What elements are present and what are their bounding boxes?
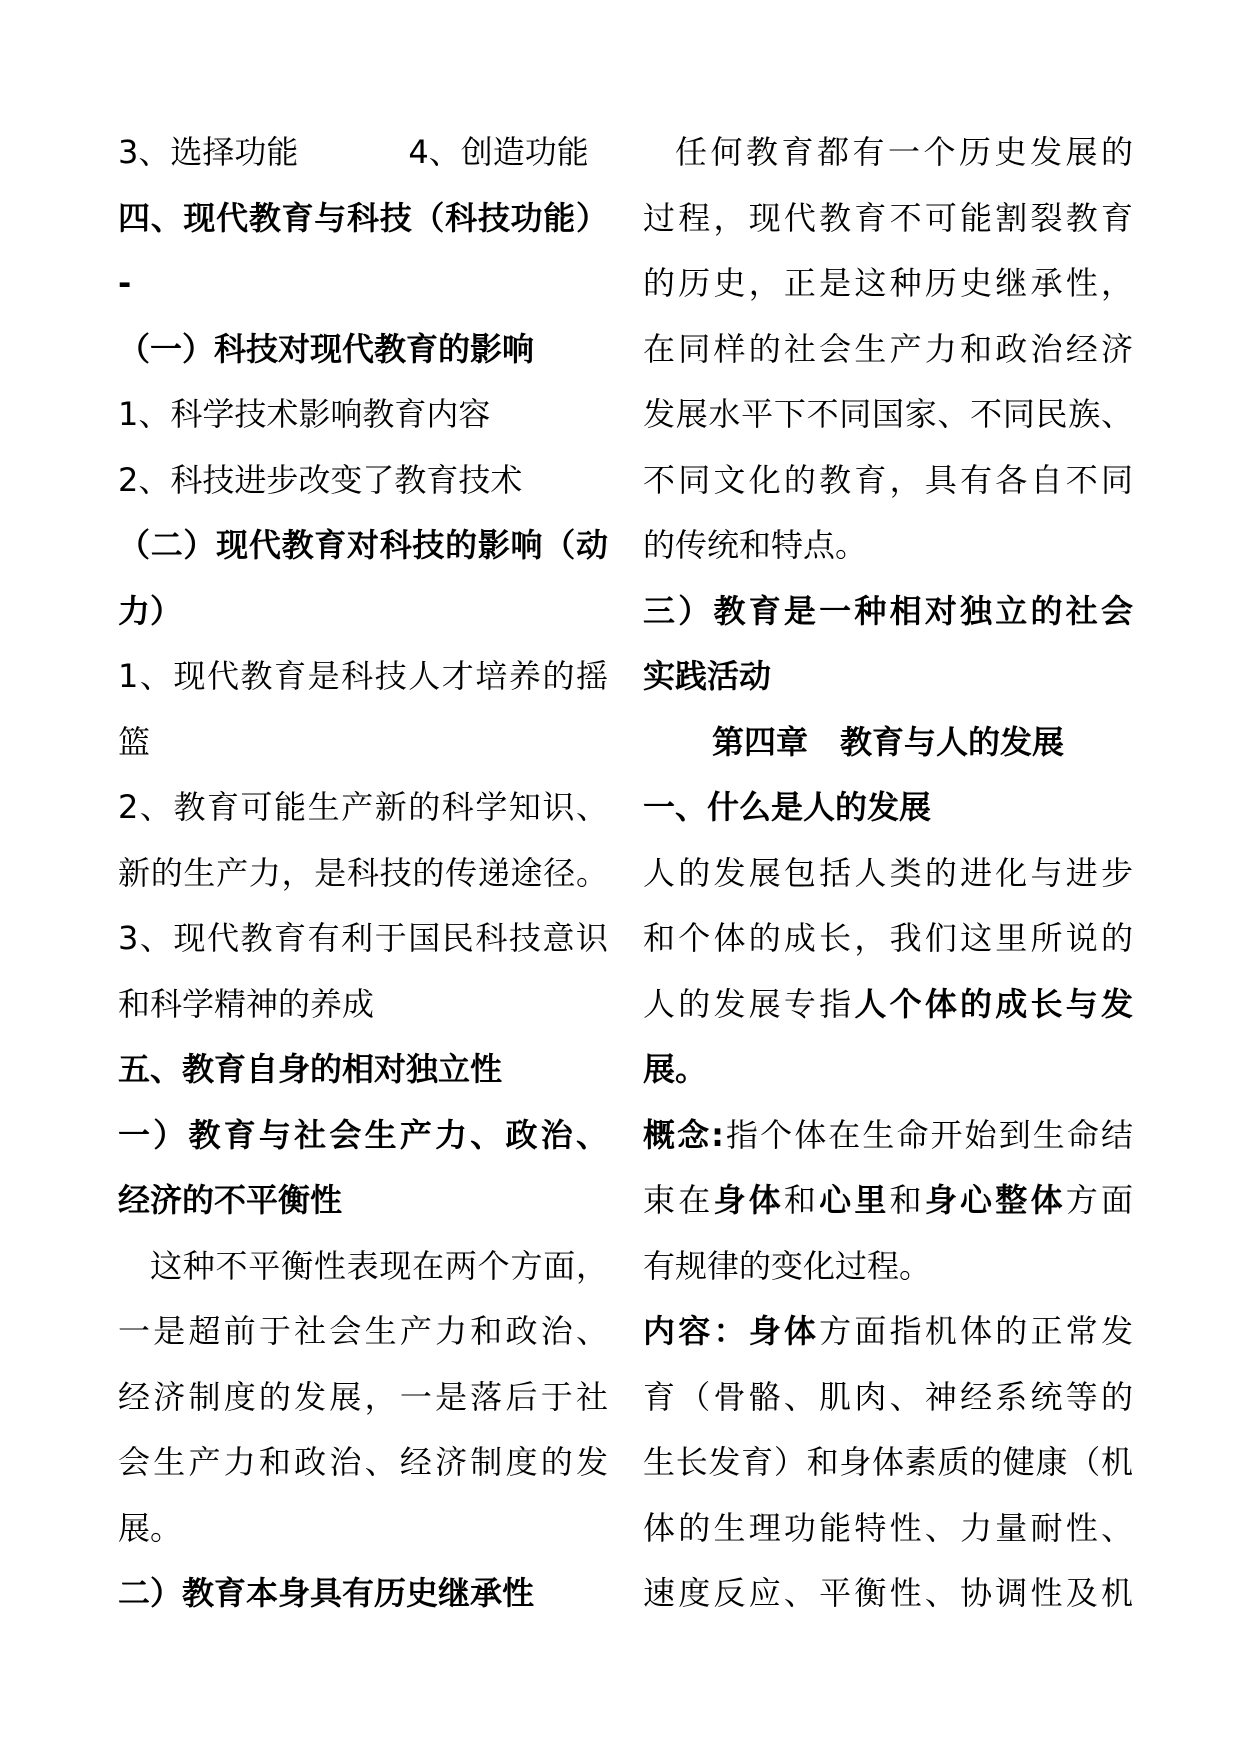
text-line	[118, 1168, 608, 1234]
text-line	[643, 1561, 1133, 1627]
bold-text: 四、现代教育与科技（科技功能）	[118, 198, 608, 237]
text: 一是超前于社会生产力和政治、	[118, 1312, 608, 1350]
text: 2、教育可能生产新的科学知识、	[118, 788, 608, 826]
text-line	[643, 317, 1133, 383]
bold-text: 身体	[713, 1181, 784, 1219]
text: 和科学精神的养成	[118, 984, 375, 1023]
text: 这种不平衡性表现在两个方面，	[150, 1246, 608, 1285]
text: 过程，现代教育不可能割裂教育	[643, 198, 1133, 237]
bold-text: 经济的不平衡性	[118, 1181, 343, 1219]
text-line	[118, 120, 608, 186]
text-line	[118, 1103, 608, 1169]
text: 和个体的成长，我们这里所说的	[643, 919, 1133, 957]
text: 4、创造功能	[408, 133, 589, 171]
bold-text: 力）	[118, 591, 183, 630]
text-line	[118, 579, 608, 645]
text-line	[643, 710, 1133, 776]
text-line	[118, 644, 608, 710]
text: 发展水平下不同国家、不同民族、	[643, 395, 1133, 433]
text-line	[118, 775, 608, 841]
text: 经济制度的发展，一是落后于社	[118, 1377, 608, 1416]
text: 的历史，正是这种历史继承性，	[643, 264, 1133, 302]
text: 2、科技进步改变了教育技术	[118, 460, 523, 499]
text: 体的生理功能特性、力量耐性、	[643, 1508, 1133, 1547]
text-line	[118, 972, 608, 1038]
text-line	[643, 841, 1133, 907]
text: 不同文化的教育，具有各自不同	[643, 460, 1133, 499]
bold-text: 实践活动	[643, 657, 772, 695]
text-line	[118, 1299, 608, 1365]
text-line	[643, 513, 1133, 579]
text: 1、现代教育是科技人才培养的摇	[118, 657, 608, 695]
bold-text: （一）科技对现代教育的影响	[118, 329, 535, 368]
bold-text: 身心整体	[924, 1181, 1066, 1219]
text: 展。	[118, 1508, 183, 1547]
text-line	[643, 1234, 1133, 1300]
text: 和	[889, 1181, 925, 1219]
text: 和	[783, 1181, 820, 1219]
text: 生长发育）和身体素质的健康（机	[643, 1443, 1133, 1481]
text: 任何教育都有一个历史发展的	[675, 133, 1133, 171]
text-line	[118, 251, 608, 317]
text: 人的发展包括人类的进化与进步	[643, 853, 1133, 892]
text-line	[643, 382, 1133, 448]
bold-text: 展。	[643, 1050, 708, 1088]
text: 指个体在生命开始到生命结	[723, 1115, 1133, 1154]
bold-text: 第四章 教育与人的发展	[711, 722, 1064, 761]
bold-text: （二）现代教育对科技的影响（动	[118, 526, 608, 564]
text-line	[118, 1365, 608, 1431]
text-line	[118, 906, 608, 972]
text: 1、科学技术影响教育内容	[118, 395, 491, 433]
bold-text: 二）教育本身具有历史继承性	[118, 1574, 535, 1612]
text-line	[118, 317, 608, 383]
text-line	[118, 382, 608, 448]
text: 篮	[118, 722, 151, 761]
text: 人的发展专指	[643, 984, 855, 1023]
right-text-column	[643, 120, 1133, 1627]
text-line	[118, 1561, 608, 1627]
text-line	[643, 579, 1133, 645]
text-line	[118, 1496, 608, 1562]
bold-text: 一、什么是人的发展	[643, 788, 932, 826]
bold-text: 内容：	[643, 1312, 749, 1350]
bold-text: 心里	[819, 1181, 890, 1219]
text-line	[643, 448, 1133, 514]
text: 有规律的变化过程。	[643, 1246, 932, 1285]
text: 在同样的社会生产力和政治经济	[643, 329, 1133, 368]
text-line	[643, 775, 1133, 841]
text: 3、选择功能	[118, 133, 299, 171]
text-line	[643, 1299, 1133, 1365]
text-line	[643, 251, 1133, 317]
text: 新的生产力，是科技的传递途径。	[118, 853, 608, 892]
text: 束在	[643, 1181, 714, 1219]
text-line	[643, 1037, 1133, 1103]
text-line	[643, 186, 1133, 252]
text: 方面	[1065, 1181, 1133, 1219]
text-line	[643, 1365, 1133, 1431]
text-line	[643, 1168, 1133, 1234]
text-line	[643, 1496, 1133, 1562]
bold-text: -	[118, 264, 132, 302]
text-line	[118, 186, 608, 252]
left-text-column	[118, 120, 608, 1627]
text-line	[643, 644, 1133, 710]
text-line	[118, 1234, 608, 1300]
text: 3、现代教育有利于国民科技意识	[118, 919, 608, 957]
text-line	[643, 906, 1133, 972]
bold-text: 五、教育自身的相对独立性	[118, 1050, 503, 1088]
text-line	[643, 972, 1133, 1038]
text-line	[118, 710, 608, 776]
text: 方面指机体的正常发	[819, 1312, 1133, 1350]
text: 会生产力和政治、经济制度的发	[118, 1443, 608, 1481]
text-line	[118, 1430, 608, 1496]
text-line	[643, 1430, 1133, 1496]
text-line	[118, 448, 608, 514]
bold-text: 一）教育与社会生产力、政治、	[118, 1115, 608, 1154]
bold-text: 身体	[748, 1312, 820, 1350]
text-line	[643, 120, 1133, 186]
bold-text: 三）教育是一种相对独立的社会	[643, 591, 1133, 630]
text-line	[118, 841, 608, 907]
bold-text: 概念:	[643, 1115, 724, 1154]
bold-text: 人个体的成长与发	[854, 984, 1133, 1023]
text-line	[643, 1103, 1133, 1169]
text: 育（骨骼、肌肉、神经系统等的	[643, 1377, 1133, 1416]
text: 的传统和特点。	[643, 526, 868, 564]
text-line	[118, 513, 608, 579]
text-line	[118, 1037, 608, 1103]
text: 速度反应、平衡性、协调性及机	[643, 1574, 1133, 1612]
